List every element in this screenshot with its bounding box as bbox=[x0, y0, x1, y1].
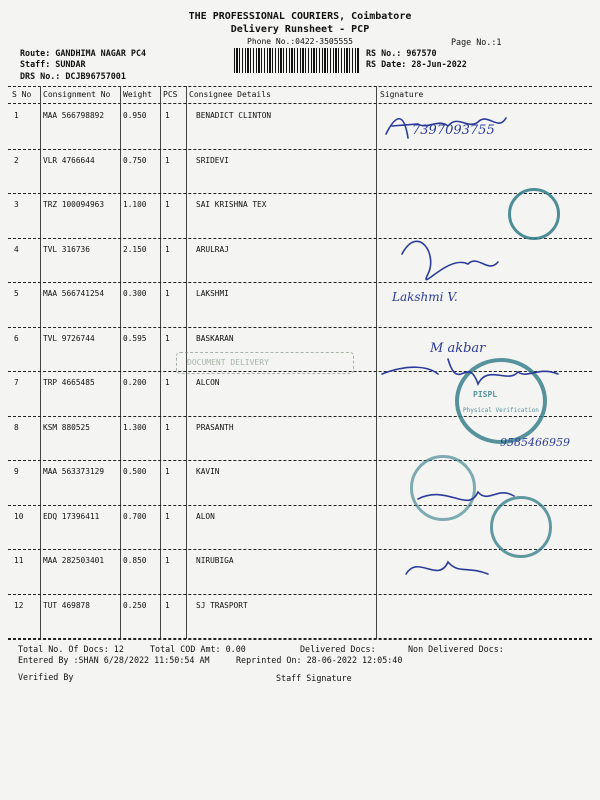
cell-pcs: 1 bbox=[165, 511, 170, 521]
col-header-consignment: Consignment No bbox=[43, 90, 111, 99]
cell-consignee: BENADICT CLINTON bbox=[196, 111, 272, 120]
cell-consignee: BASKARAN bbox=[196, 333, 234, 343]
cell-weight: 0.250 bbox=[123, 600, 147, 610]
col-divider bbox=[160, 86, 161, 639]
row-divider bbox=[8, 193, 592, 194]
non-delivered-docs: Non Delivered Docs: bbox=[408, 644, 504, 654]
cell-sno: 7 bbox=[14, 378, 19, 387]
cell-sno: 6 bbox=[14, 333, 19, 343]
stamp-text: Physical Verification bbox=[463, 407, 539, 414]
cell-weight: 0.750 bbox=[123, 155, 147, 165]
page-number: Page No.:1 bbox=[451, 37, 502, 47]
cell-sno: 9 bbox=[14, 467, 19, 476]
company-stamp bbox=[508, 188, 560, 240]
cell-sno: 8 bbox=[14, 422, 19, 432]
cell-pcs: 1 bbox=[165, 556, 170, 565]
cell-consignment: MAA 566741254 bbox=[43, 289, 105, 298]
cell-weight: 0.850 bbox=[123, 556, 147, 565]
cell-pcs: 1 bbox=[165, 289, 170, 298]
cell-weight: 1.100 bbox=[123, 200, 147, 209]
cell-consignment: TVL 9726744 bbox=[43, 333, 95, 343]
cell-weight: 1.300 bbox=[123, 422, 147, 432]
verified-by: Verified By bbox=[18, 672, 74, 682]
table-top-rule bbox=[8, 86, 592, 87]
cell-pcs: 1 bbox=[165, 244, 170, 254]
cell-pcs: 1 bbox=[165, 200, 170, 209]
reprinted-on: Reprinted On: 28-06-2022 12:05:40 bbox=[236, 655, 403, 665]
cell-pcs: 1 bbox=[165, 333, 170, 343]
cell-pcs: 1 bbox=[165, 155, 170, 165]
cell-weight: 2.150 bbox=[123, 244, 147, 254]
cell-consignment: TUT 469878 bbox=[43, 600, 90, 610]
cell-pcs: 1 bbox=[165, 378, 170, 387]
cell-weight: 0.700 bbox=[123, 511, 147, 521]
cell-consignee: PRASANTH bbox=[196, 422, 234, 432]
cell-sno: 4 bbox=[14, 244, 19, 254]
entered-by: Entered By :SHAN 6/28/2022 11:50:54 AM bbox=[18, 655, 210, 665]
cell-weight: 0.200 bbox=[123, 378, 147, 387]
cell-pcs: 1 bbox=[165, 600, 170, 610]
row-divider bbox=[8, 282, 592, 283]
cell-consignee: NIRUBIGA bbox=[196, 556, 234, 565]
cell-consignee: SAI KRISHNA TEX bbox=[196, 200, 267, 209]
cell-weight: 0.500 bbox=[123, 467, 147, 476]
row-divider bbox=[8, 460, 592, 461]
barcode bbox=[234, 48, 360, 73]
staff: Staff: SUNDAR bbox=[20, 59, 86, 69]
cell-weight: 0.595 bbox=[123, 333, 147, 343]
cell-consignment: TRZ 100094963 bbox=[43, 200, 105, 209]
total-cod: Total COD Amt: 0.00 bbox=[150, 644, 246, 654]
cell-consignment: MAA 566798892 bbox=[43, 111, 105, 120]
table-bottom-rule bbox=[8, 639, 592, 640]
cell-consignee: SJ TRASPORT bbox=[196, 600, 248, 610]
company-name: THE PROFESSIONAL COURIERS, Coimbatore bbox=[188, 11, 412, 22]
verification-stamp-2 bbox=[490, 496, 552, 558]
route: Route: GANDHIMA NAGAR PC4 bbox=[20, 48, 147, 58]
verification-stamp bbox=[455, 358, 547, 444]
cell-pcs: 1 bbox=[165, 111, 170, 120]
cell-consignee: KAVIN bbox=[196, 467, 220, 476]
cell-sno: 11 bbox=[14, 556, 24, 565]
cell-consignee: ALON bbox=[196, 511, 215, 521]
cell-weight: 0.950 bbox=[123, 111, 147, 120]
cell-pcs: 1 bbox=[165, 467, 170, 476]
drs-number: DRS No.: DCJB96757001 bbox=[20, 71, 126, 81]
col-header-sno: S No bbox=[12, 90, 32, 99]
stamp-code: PISPL bbox=[473, 390, 498, 399]
cell-consignee: SRIDEVI bbox=[196, 155, 229, 165]
cell-consignee: ALCON bbox=[196, 378, 220, 387]
col-header-weight: Weight bbox=[123, 90, 152, 99]
cell-sno: 1 bbox=[14, 111, 19, 120]
cell-consignee: LAKSHMI bbox=[196, 289, 229, 298]
cell-sno: 12 bbox=[14, 600, 24, 610]
row-divider bbox=[8, 238, 592, 239]
handwritten-name-akbar: M akbar bbox=[430, 341, 486, 356]
handwritten-phone-1: 7397093755 bbox=[412, 123, 495, 138]
cell-sno: 2 bbox=[14, 155, 19, 165]
cell-consignment: VLR 4766644 bbox=[43, 155, 95, 165]
table-header-rule bbox=[8, 103, 592, 104]
col-divider bbox=[120, 86, 121, 639]
cell-consignment: MAA 563373129 bbox=[43, 467, 105, 476]
document-stamp-text: DOCUMENT DELIVERY bbox=[187, 358, 269, 367]
sheet-title: Delivery Runsheet - PCP bbox=[230, 24, 370, 35]
row-divider bbox=[8, 327, 592, 328]
cell-consignment: EDQ 17396411 bbox=[43, 511, 100, 521]
cell-consignment: TRP 4665485 bbox=[43, 378, 95, 387]
phone-number: Phone No.:0422-3505555 bbox=[247, 37, 353, 46]
cell-consignee: ARULRAJ bbox=[196, 244, 229, 254]
cell-consignment: TVL 316736 bbox=[43, 244, 90, 254]
col-header-signature: Signature bbox=[380, 90, 424, 99]
col-divider bbox=[40, 86, 41, 639]
cell-sno: 5 bbox=[14, 289, 19, 298]
cell-weight: 0.300 bbox=[123, 289, 147, 298]
cell-sno: 3 bbox=[14, 200, 19, 209]
rs-date: RS Date: 28-Jun-2022 bbox=[366, 59, 467, 69]
total-docs: Total No. Of Docs: 12 bbox=[18, 644, 124, 654]
cell-consignment: MAA 282503401 bbox=[43, 556, 105, 565]
cell-consignment: KSM 880525 bbox=[43, 422, 90, 432]
col-divider bbox=[376, 86, 377, 639]
col-header-pcs: PCS bbox=[163, 90, 178, 99]
document-delivery-stamp bbox=[176, 352, 354, 374]
cell-pcs: 1 bbox=[165, 422, 170, 432]
delivered-docs: Delivered Docs: bbox=[300, 644, 376, 654]
cell-sno: 10 bbox=[14, 511, 24, 521]
row-divider bbox=[8, 594, 592, 595]
round-stamp bbox=[410, 455, 476, 521]
row-divider bbox=[8, 149, 592, 150]
rs-number: RS No.: 967570 bbox=[366, 48, 437, 58]
handwritten-phone-2: 9585466959 bbox=[500, 436, 570, 449]
handwritten-name-lakshmi: Lakshmi V. bbox=[392, 290, 458, 304]
col-header-details: Consignee Details bbox=[189, 90, 271, 99]
staff-signature: Staff Signature bbox=[276, 673, 352, 683]
